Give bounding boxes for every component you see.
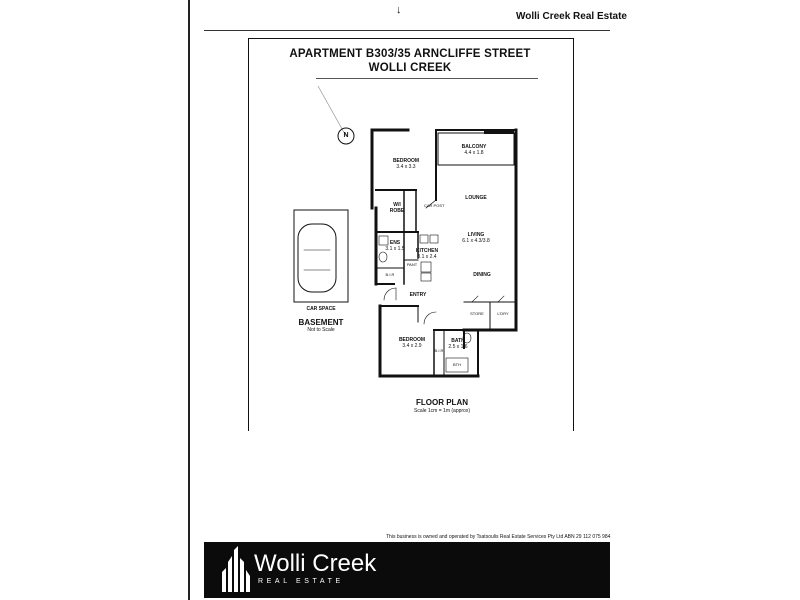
room-bir-2: B.I.R [434, 348, 444, 353]
plan-title-suburb: WOLLI CREEK [368, 62, 452, 74]
footer-brand-name: Wolli Creek [254, 550, 377, 577]
room-ensuite-dims: 3.1 x 1.5 [385, 246, 405, 252]
scale-note: Scale 1cm = 1m (approx) [414, 408, 470, 414]
room-bath-dims: 2.5 x 1.6 [448, 344, 468, 350]
floor-plan-title: FLOOR PLAN [416, 398, 468, 407]
not-to-scale-label: Not to Scale [307, 327, 335, 333]
room-bedroom-2-dims: 3.4 x 2.9 [402, 343, 422, 349]
room-ensuite: ENS [389, 240, 401, 246]
room-wir: W/I [393, 202, 401, 208]
room-bir: B.I.R [385, 272, 395, 277]
label-car-post: CAR POST [424, 203, 445, 208]
plan-title-address: APARTMENT B303/35 ARNCLIFFE STREET [289, 48, 531, 60]
room-bath: BATH [451, 338, 465, 344]
header-agency-name: Wolli Creek Real Estate [516, 11, 627, 22]
building-logo-icon [218, 546, 258, 594]
room-bedroom-1: BEDROOM [392, 158, 420, 164]
footer-brand-sub: REAL ESTATE [258, 578, 344, 585]
room-living-dims: 6.1 x 4.3/3.8 [462, 238, 490, 244]
room-store: STORE [470, 311, 484, 316]
room-lounge: LOUNGE [465, 195, 487, 201]
room-dining: DINING [473, 272, 491, 278]
room-balcony: BALCONY [461, 144, 487, 150]
scan-mark: ↓ [396, 4, 402, 16]
room-entry: ENTRY [409, 292, 427, 298]
room-bedroom-1-dims: 3.4 x 3.3 [396, 164, 416, 170]
room-living: LIVING [467, 232, 485, 238]
car-space-label: CAR SPACE [306, 306, 336, 312]
room-laundry: L'DRY [497, 311, 509, 316]
room-robe: ROBE [389, 208, 405, 214]
room-balcony-dims: 4.4 x 1.8 [464, 150, 484, 156]
basement-label: BASEMENT [298, 318, 344, 327]
compass-letter: N [343, 132, 349, 139]
bath-tub-label: BTH [453, 362, 461, 367]
room-bedroom-2: BEDROOM [398, 337, 426, 343]
room-kitchen: KITCHEN [415, 248, 439, 254]
room-pantry: PANT [406, 262, 418, 267]
room-kitchen-dims: 3.1 x 2.4 [417, 254, 437, 260]
ownership-note: This business is owned and operated by Tsatsoulis Real Estate Services Pty Ltd ABN 29 112 075 984 [386, 534, 611, 540]
